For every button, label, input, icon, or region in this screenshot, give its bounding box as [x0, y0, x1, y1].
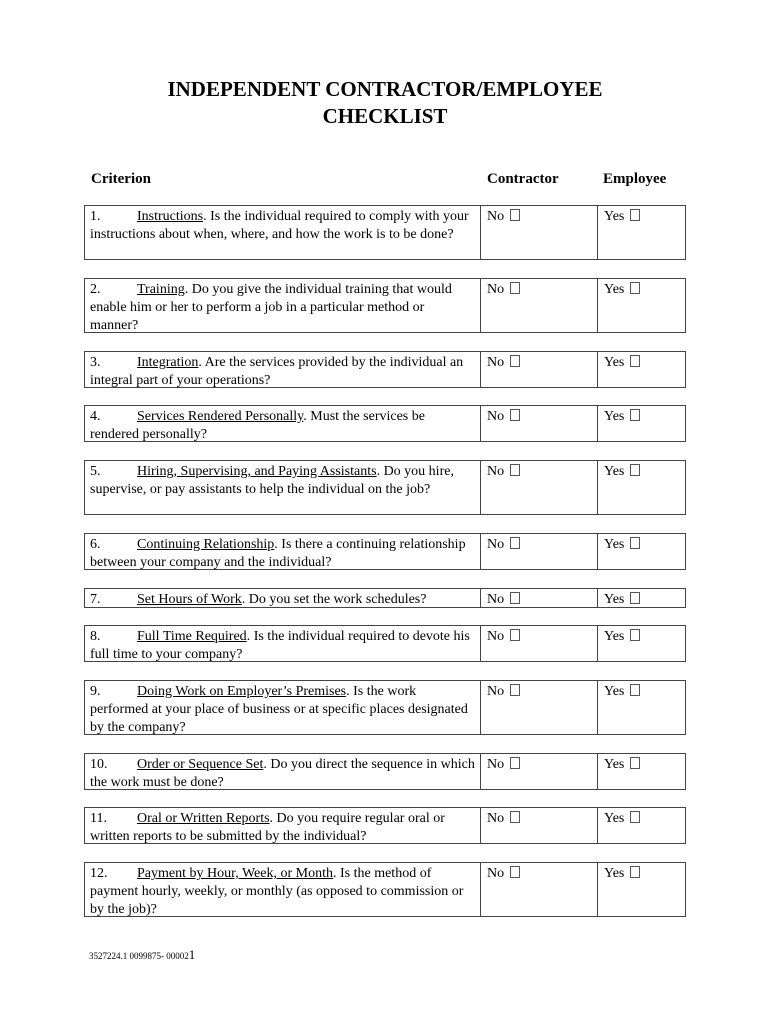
- row-question: . Do you require regular oral or written reports to be submitted by the individual?: [90, 811, 445, 844]
- yes-label: Yes: [604, 684, 625, 699]
- employee-cell: [598, 279, 685, 332]
- page-number: 1: [188, 947, 196, 962]
- checklist-row-9: [84, 680, 686, 735]
- row-number: 8.: [90, 629, 101, 644]
- criterion-cell: [85, 461, 481, 514]
- document-code: 3527224.1 0099875- 00002: [89, 951, 189, 961]
- employee-header: Employee: [603, 171, 667, 187]
- checklist-row-10: [84, 753, 686, 790]
- no-checkbox[interactable]: [510, 409, 520, 421]
- criterion-cell: [85, 863, 481, 916]
- contractor-cell: [481, 863, 598, 916]
- employee-cell: [598, 626, 685, 661]
- yes-checkbox[interactable]: [630, 811, 640, 823]
- yes-label: Yes: [604, 592, 625, 607]
- employee-cell: [598, 461, 685, 514]
- criterion-cell: [85, 534, 481, 569]
- employee-cell: [598, 206, 685, 259]
- row-question: . Do you direct the sequence in which the work must be done?: [90, 757, 475, 790]
- row-number: 2.: [90, 282, 101, 297]
- contractor-cell: [481, 406, 598, 441]
- checklist-row-5: [84, 460, 686, 515]
- row-topic: Order or Sequence Set: [137, 757, 264, 772]
- yes-checkbox[interactable]: [630, 282, 640, 294]
- row-number: 5.: [90, 464, 101, 479]
- row-number: 10.: [90, 757, 108, 772]
- row-question: . Is the individual required to comply with your instructions about when, where, and how the work is to be done?: [90, 209, 469, 242]
- criterion-cell: [85, 626, 481, 661]
- row-question: . Is the work performed at your place of business or at specific places designated by the company?: [90, 684, 468, 735]
- yes-label: Yes: [604, 866, 625, 881]
- contractor-cell: [481, 206, 598, 259]
- yes-label: Yes: [604, 629, 625, 644]
- checklist-row-7: [84, 588, 686, 608]
- checklist-row-1: [84, 205, 686, 260]
- row-number: 12.: [90, 866, 108, 881]
- row-topic: Instructions: [137, 209, 204, 224]
- row-topic: Services Rendered Personally: [137, 409, 304, 424]
- row-topic: Set Hours of Work: [137, 592, 242, 607]
- criterion-cell: [85, 352, 481, 387]
- yes-label: Yes: [604, 355, 625, 370]
- no-label: No: [487, 866, 505, 881]
- no-checkbox[interactable]: [510, 209, 520, 221]
- no-label: No: [487, 629, 505, 644]
- criterion-header: Criterion: [91, 171, 151, 187]
- yes-label: Yes: [604, 209, 625, 224]
- row-question: . Do you give the individual training that would enable him or her to perform a job in a particular method or manner?: [90, 282, 452, 333]
- no-label: No: [487, 757, 505, 772]
- checklist-row-11: [84, 807, 686, 844]
- yes-checkbox[interactable]: [630, 464, 640, 476]
- contractor-header: Contractor: [487, 171, 559, 187]
- checklist-row-4: [84, 405, 686, 442]
- employee-cell: [598, 808, 685, 843]
- row-topic: Training: [137, 282, 185, 297]
- yes-label: Yes: [604, 409, 625, 424]
- yes-checkbox[interactable]: [630, 592, 640, 604]
- row-question: . Is the method of payment hourly, weekly, or monthly (as opposed to commission or by the job)?: [90, 866, 464, 917]
- yes-checkbox[interactable]: [630, 866, 640, 878]
- checklist-row-3: [84, 351, 686, 388]
- row-number: 1.: [90, 209, 101, 224]
- no-checkbox[interactable]: [510, 811, 520, 823]
- criterion-cell: [85, 206, 481, 259]
- employee-cell: [598, 406, 685, 441]
- yes-checkbox[interactable]: [630, 537, 640, 549]
- no-checkbox[interactable]: [510, 282, 520, 294]
- yes-checkbox[interactable]: [630, 209, 640, 221]
- title-line-1: INDEPENDENT CONTRACTOR/EMPLOYEE: [167, 77, 603, 101]
- yes-checkbox[interactable]: [630, 409, 640, 421]
- row-number: 9.: [90, 684, 101, 699]
- row-topic: Payment by Hour, Week, or Month: [137, 866, 333, 881]
- row-topic: Continuing Relationship: [137, 537, 275, 552]
- row-number: 4.: [90, 409, 101, 424]
- row-topic: Integration: [137, 355, 199, 370]
- yes-label: Yes: [604, 537, 625, 552]
- checklist-row-2: [84, 278, 686, 333]
- row-topic: Hiring, Supervising, and Paying Assistants: [137, 464, 377, 479]
- criterion-cell: [85, 589, 481, 607]
- contractor-cell: [481, 754, 598, 789]
- contractor-cell: [481, 808, 598, 843]
- yes-label: Yes: [604, 757, 625, 772]
- no-checkbox[interactable]: [510, 629, 520, 641]
- contractor-cell: [481, 461, 598, 514]
- contractor-cell: [481, 534, 598, 569]
- employee-cell: [598, 589, 685, 607]
- no-checkbox[interactable]: [510, 684, 520, 696]
- row-number: 6.: [90, 537, 101, 552]
- row-question: . Must the services be rendered personally?: [90, 409, 425, 442]
- contractor-cell: [481, 279, 598, 332]
- criterion-cell: [85, 406, 481, 441]
- no-checkbox[interactable]: [510, 537, 520, 549]
- row-number: 11.: [90, 811, 107, 826]
- yes-label: Yes: [604, 464, 625, 479]
- no-checkbox[interactable]: [510, 592, 520, 604]
- criterion-cell: [85, 681, 481, 734]
- no-label: No: [487, 684, 505, 699]
- no-label: No: [487, 282, 505, 297]
- yes-label: Yes: [604, 282, 625, 297]
- yes-checkbox[interactable]: [630, 629, 640, 641]
- row-question: . Is the individual required to devote his full time to your company?: [90, 629, 470, 662]
- row-topic: Full Time Required: [137, 629, 247, 644]
- row-question: . Do you hire, supervise, or pay assistants to help the individual on the job?: [90, 464, 454, 497]
- row-question: . Do you set the work schedules?: [241, 592, 427, 607]
- no-checkbox[interactable]: [510, 757, 520, 769]
- title-line-2: CHECKLIST: [322, 104, 448, 128]
- employee-cell: [598, 534, 685, 569]
- no-checkbox[interactable]: [510, 866, 520, 878]
- row-number: 3.: [90, 355, 101, 370]
- no-checkbox[interactable]: [510, 464, 520, 476]
- criterion-cell: [85, 754, 481, 789]
- no-label: No: [487, 464, 505, 479]
- checklist-row-12: [84, 862, 686, 917]
- contractor-cell: [481, 626, 598, 661]
- checklist-row-6: [84, 533, 686, 570]
- row-topic: Oral or Written Reports: [137, 811, 270, 826]
- criterion-cell: [85, 808, 481, 843]
- contractor-cell: [481, 589, 598, 607]
- yes-checkbox[interactable]: [630, 355, 640, 367]
- no-label: No: [487, 537, 505, 552]
- contractor-cell: [481, 681, 598, 734]
- document-title: [0, 76, 770, 130]
- contractor-cell: [481, 352, 598, 387]
- row-topic: Doing Work on Employer’s Premises: [137, 684, 347, 699]
- yes-checkbox[interactable]: [630, 684, 640, 696]
- row-number: 7.: [90, 592, 101, 607]
- no-label: No: [487, 355, 505, 370]
- employee-cell: [598, 681, 685, 734]
- no-label: No: [487, 409, 505, 424]
- employee-cell: [598, 863, 685, 916]
- yes-label: Yes: [604, 811, 625, 826]
- document-footer: [89, 947, 195, 963]
- row-question: . Are the services provided by the individual an integral part of your operations?: [90, 355, 464, 388]
- yes-checkbox[interactable]: [630, 757, 640, 769]
- no-label: No: [487, 592, 505, 607]
- no-label: No: [487, 811, 505, 826]
- no-checkbox[interactable]: [510, 355, 520, 367]
- employee-cell: [598, 754, 685, 789]
- no-label: No: [487, 209, 505, 224]
- employee-cell: [598, 352, 685, 387]
- checklist-row-8: [84, 625, 686, 662]
- row-question: . Is there a continuing relationship between your company and the individual?: [90, 537, 466, 570]
- criterion-cell: [85, 279, 481, 332]
